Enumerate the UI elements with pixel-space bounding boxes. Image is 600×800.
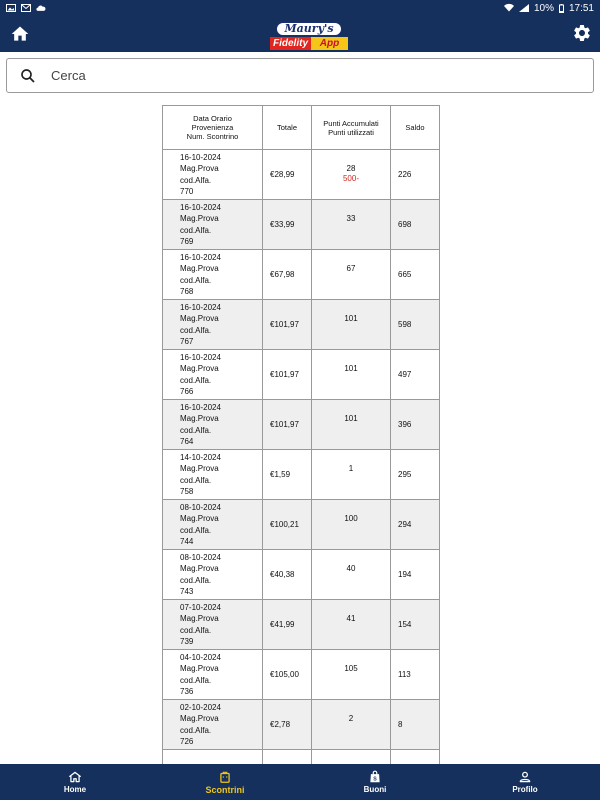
clock: 17:51 (568, 2, 594, 14)
cell-balance: 226 (391, 150, 440, 200)
cell-receipt-number: 766 (180, 387, 194, 396)
cell-date-store (163, 600, 263, 650)
cell-points (312, 150, 391, 200)
cell-store-code: cod.Alfa. (180, 525, 212, 535)
cell-receipt-number: 764 (180, 437, 194, 446)
table-row[interactable] (163, 600, 440, 650)
points-earned: 41 (346, 614, 356, 623)
cell-store: Mag.Prova (180, 664, 219, 673)
cell-date: 16-10-2024 (180, 252, 221, 262)
cell-balance: 154 (391, 600, 440, 650)
cell-date-store (163, 700, 263, 750)
cell-date-store (163, 250, 263, 300)
points-earned: 40 (346, 564, 356, 573)
table-row[interactable] (163, 250, 440, 300)
points-earned: 101 (344, 414, 358, 423)
points-earned: 67 (346, 264, 356, 273)
cell-store-code: cod.Alfa. (180, 675, 212, 685)
cell-points (312, 550, 391, 600)
cell-store-code: cod.Alfa. (180, 625, 212, 635)
table-row[interactable] (163, 400, 440, 450)
table-row[interactable] (163, 550, 440, 600)
cell-store: Mag.Prova (180, 164, 219, 173)
cell-store-code: cod.Alfa. (180, 325, 212, 335)
cell-receipt-number: 758 (180, 487, 194, 496)
cell-points (312, 400, 391, 450)
cell-date-store (163, 450, 263, 500)
battery-icon (559, 4, 564, 13)
cell-points (312, 300, 391, 350)
cell-points (312, 600, 391, 650)
cell-balance: 295 (391, 450, 440, 500)
cell-store: Mag.Prova (180, 264, 219, 273)
cell-store: Mag.Prova (180, 514, 219, 523)
bottom-navigation (0, 764, 600, 800)
person-icon (518, 770, 532, 784)
nav-profile[interactable] (450, 764, 600, 800)
cell-store-code: cod.Alfa. (180, 225, 212, 235)
nav-vouchers[interactable] (300, 764, 450, 800)
cell-receipt-number: 769 (180, 237, 194, 246)
points-earned: 1 (348, 464, 354, 473)
cell-receipt-number: 767 (180, 337, 194, 346)
table-row[interactable] (163, 500, 440, 550)
points-earned: 2 (348, 714, 354, 723)
header-balance: Saldo (391, 106, 440, 150)
table-row[interactable] (163, 150, 440, 200)
cell-date: 02-10-2024 (180, 702, 221, 712)
cell-date: 16-10-2024 (180, 202, 221, 212)
cell-date: 14-10-2024 (180, 452, 221, 462)
cell-date: 16-10-2024 (180, 302, 221, 312)
search-icon (19, 67, 37, 85)
cell-points (312, 700, 391, 750)
cell-points (312, 450, 391, 500)
header-date-store-num (163, 106, 263, 150)
cell-date: 16-10-2024 (180, 352, 221, 362)
header-points-used-label: Punti utilizzati (328, 127, 374, 137)
shopping-bag-icon (368, 770, 382, 784)
home-icon (68, 770, 82, 784)
cell-store: Mag.Prova (180, 364, 219, 373)
cell-points (312, 200, 391, 250)
cell-total: €28,99 (263, 150, 312, 200)
nav-receipts[interactable] (150, 764, 300, 800)
cell-store-code: cod.Alfa. (180, 725, 212, 735)
cell-balance: 194 (391, 550, 440, 600)
cell-date: 08-10-2024 (180, 502, 221, 512)
header-store-label: Provenienza (191, 123, 234, 132)
logo-maurys-text: Maury's (276, 22, 342, 36)
cell-receipt-number: 726 (180, 737, 194, 746)
email-notification-icon (21, 4, 31, 12)
table-header-row (163, 106, 440, 150)
cloud-notification-icon (36, 4, 46, 12)
cell-date-store (163, 650, 263, 700)
cell-points (312, 250, 391, 300)
cell-balance: 665 (391, 250, 440, 300)
svg-text:S: S (373, 776, 377, 783)
header-total: Totale (263, 106, 312, 150)
cell-total: €101,97 (263, 300, 312, 350)
points-earned: 100 (344, 514, 358, 523)
cell-store: Mag.Prova (180, 464, 219, 473)
points-earned: 101 (344, 314, 358, 323)
cell-store: Mag.Prova (180, 214, 219, 223)
cell-store-code: cod.Alfa. (180, 425, 212, 435)
points-earned: 33 (346, 214, 356, 223)
cell-date-store (163, 300, 263, 350)
battery-percent: 10% (533, 2, 554, 14)
receipt-icon (218, 770, 232, 784)
cell-store-code: cod.Alfa. (180, 475, 212, 485)
cell-date-store (163, 550, 263, 600)
cell-total: €101,97 (263, 400, 312, 450)
cell-store-code: cod.Alfa. (180, 375, 212, 385)
cell-receipt-number: 744 (180, 537, 194, 546)
header-points-earned-label: Punti Accumulati (323, 118, 379, 128)
points-earned: 105 (344, 664, 358, 673)
logo-fidelity-text: Fidelity (270, 37, 311, 50)
table-row[interactable] (163, 650, 440, 700)
gallery-notification-icon (6, 4, 16, 12)
cell-date: 16-10-2024 (180, 402, 221, 412)
cell-total: €101,97 (263, 350, 312, 400)
cell-points (312, 350, 391, 400)
brand-logo (270, 18, 348, 52)
cell-date: 07-10-2024 (180, 602, 221, 612)
cell-receipt-number: 770 (180, 187, 194, 196)
table-row[interactable] (163, 700, 440, 750)
cell-balance: 8 (391, 700, 440, 750)
cell-receipt-number: 768 (180, 287, 194, 296)
signal-icon (519, 4, 529, 12)
cell-date: 16-10-2024 (180, 152, 221, 162)
cell-receipt-number: 736 (180, 687, 194, 696)
wifi-icon (504, 4, 514, 12)
app-bar (0, 16, 600, 52)
cell-date: 08-10-2024 (180, 552, 221, 562)
cell-total: €41,99 (263, 600, 312, 650)
cell-store: Mag.Prova (180, 564, 219, 573)
nav-profile-label: Profilo (512, 785, 538, 794)
cell-receipt-number: 743 (180, 587, 194, 596)
cell-store: Mag.Prova (180, 314, 219, 323)
cell-date-store (163, 400, 263, 450)
status-bar (0, 0, 600, 16)
nav-home-label: Home (63, 785, 87, 794)
cell-store-code: cod.Alfa. (180, 575, 212, 585)
cell-points (312, 500, 391, 550)
cell-total: €2,78 (263, 700, 312, 750)
receipts-table-container[interactable] (162, 105, 439, 764)
cell-store: Mag.Prova (180, 414, 219, 423)
cell-total: €100,21 (263, 500, 312, 550)
table-row[interactable] (163, 200, 440, 250)
cell-store-code: cod.Alfa. (180, 275, 212, 285)
header-receipt-num-label: Num. Scontrino (186, 132, 239, 141)
points-earned: 28 (346, 164, 356, 173)
cell-receipt-number: 739 (180, 637, 194, 646)
gear-icon[interactable] (572, 23, 592, 43)
points-used: 500- (342, 174, 359, 183)
table-row[interactable] (163, 300, 440, 350)
cell-total: €33,99 (263, 200, 312, 250)
search-bar[interactable] (6, 58, 594, 93)
cell-date-store (163, 350, 263, 400)
table-row[interactable] (163, 450, 440, 500)
cell-store-code: cod.Alfa. (180, 175, 212, 185)
cell-balance: 698 (391, 200, 440, 250)
cell-balance: 497 (391, 350, 440, 400)
table-row[interactable] (163, 350, 440, 400)
cell-balance: 294 (391, 500, 440, 550)
cell-total: €40,38 (263, 550, 312, 600)
cell-balance: 113 (391, 650, 440, 700)
cell-date-store (163, 500, 263, 550)
cell-date-store (163, 150, 263, 200)
cell-date: 04-10-2024 (180, 652, 221, 662)
cell-store: Mag.Prova (180, 714, 219, 723)
cell-balance: 396 (391, 400, 440, 450)
nav-receipts-label: Scontrini (205, 784, 245, 795)
header-points (312, 106, 391, 150)
logo-fidelity-app (270, 37, 348, 50)
nav-vouchers-label: Buoni (363, 785, 387, 794)
cell-total: €1,59 (263, 450, 312, 500)
nav-home[interactable] (0, 764, 150, 800)
logo-app-text: App (311, 37, 348, 50)
points-earned: 101 (344, 364, 358, 373)
cell-store: Mag.Prova (180, 614, 219, 623)
cell-date-store (163, 200, 263, 250)
search-input[interactable] (51, 68, 551, 83)
receipts-table (162, 105, 440, 800)
cell-balance: 598 (391, 300, 440, 350)
home-icon[interactable] (10, 24, 30, 44)
cell-points (312, 650, 391, 700)
header-date-label: Data Orario (193, 114, 232, 123)
cell-total: €67,98 (263, 250, 312, 300)
cell-total: €105,00 (263, 650, 312, 700)
